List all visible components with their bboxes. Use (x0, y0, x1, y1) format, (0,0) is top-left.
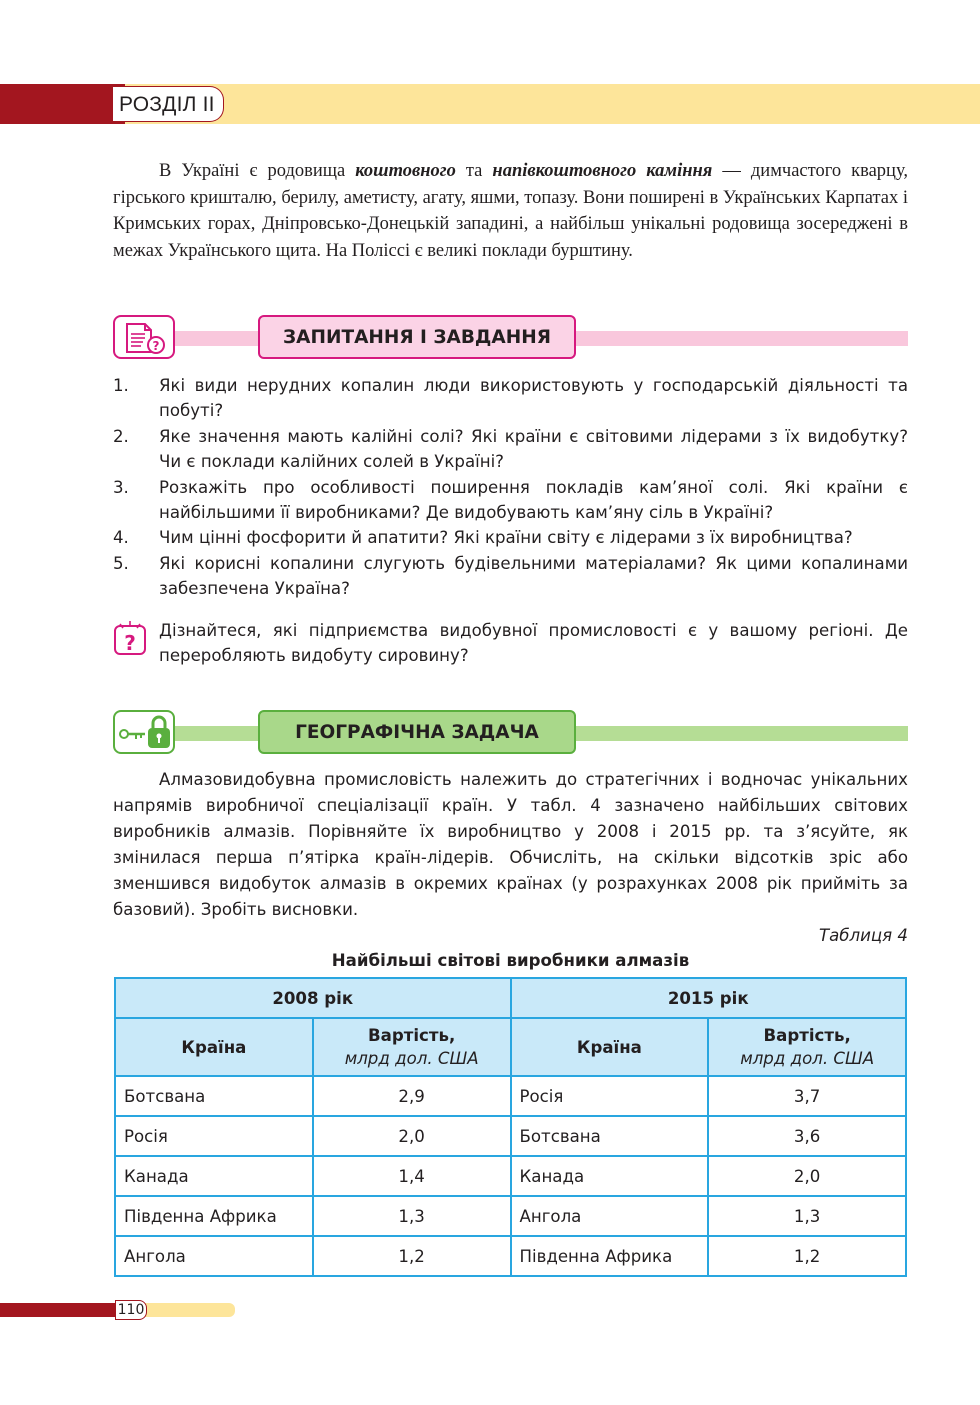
cell-country: Ботсвана (511, 1116, 709, 1156)
table-row (115, 1116, 906, 1156)
list-item (113, 424, 908, 475)
cell-country: Ангола (511, 1196, 709, 1236)
table-label: Таблиця 4 (818, 926, 908, 945)
document-question-icon (113, 315, 175, 359)
task-title: ГЕОГРАФІЧНА ЗАДАЧА (258, 710, 576, 754)
cell-value: 3,6 (708, 1116, 906, 1156)
footer-red-band (0, 1303, 115, 1317)
cell-value: 2,0 (313, 1116, 511, 1156)
list-item (113, 551, 908, 602)
diamond-producers-table (114, 977, 907, 1277)
cell-country: Південна Африка (511, 1236, 709, 1276)
cell-country: Канада (115, 1156, 313, 1196)
intro-term-precious: коштовного (355, 161, 456, 181)
intro-text-1: В Україні є родовища (159, 161, 356, 181)
cell-value: 1,3 (708, 1196, 906, 1236)
cell-value: 3,7 (708, 1076, 906, 1116)
key-lock-icon (113, 710, 175, 754)
question-text: Які корисні копалини слугують будівельними матеріалами? Як цими копалинами забезпечена Україна? (159, 553, 908, 599)
header-unit-text: млрд дол. США (740, 1049, 875, 1068)
question-text: Розкажіть про особливості поширення покладів кам’яної солі. Які країни є найбільшими її виробниками? Де видобувають кам’яну сіль в Україні? (159, 477, 908, 523)
questions-title: ЗАПИТАННЯ І ЗАВДАННЯ (258, 315, 576, 359)
section-label: РОЗДІЛ ІІ (113, 86, 224, 122)
column-header-value (708, 1018, 906, 1076)
cell-value: 1,4 (313, 1156, 511, 1196)
header-value-text: Вартість, (367, 1026, 456, 1045)
lightbulb-question-icon (113, 620, 147, 656)
table-row (115, 1156, 906, 1196)
table-row (115, 1236, 906, 1276)
year-header-2008: 2008 рік (115, 978, 511, 1018)
question-number: 2. (113, 426, 129, 446)
cell-value: 1,2 (708, 1236, 906, 1276)
page-number: 110 (115, 1300, 147, 1320)
cell-country: Ботсвана (115, 1076, 313, 1116)
year-header-2015: 2015 рік (511, 978, 907, 1018)
intro-text-3: — димчастого кварцу, гірського кришталю, берилу, аметисту, агату, яшми, топазу. Вони поширені в Українських Карпатах і Кримських горах, Дніпровсько-Донецькій западині, а найбільш унікальні родовища зосереджені в межах Українського щита. На Поліссі є великі поклади бурштину. (113, 161, 908, 261)
header-value-text: Вартість, (763, 1026, 851, 1045)
task-text: Алмазовидобувна промисловість належить до стратегічних і водночас унікальних напрямів виробничої спеціалізації країн. У табл. 4 зазначено найбільших світових виробників алмазів. Порівняйте їх виробництво у 2008 і 2015 рр. та з’ясуйте, як змінилася перша п’ятірка країн-лідерів. Обчисліть, на скільки відсотків зріс або зменшився видобуток алмазів в окремих країнах (у розрахунках 2008 рік прийміть за базовий). Зробіть висновки. (113, 770, 908, 919)
question-text: Чим цінні фосфорити й апатити? Які країни світу є лідерами з їх виробництва? (159, 528, 853, 548)
svg-text:?: ? (152, 339, 160, 353)
header-country-text: Країна (576, 1037, 642, 1057)
column-header-country (115, 1018, 313, 1076)
footer-yellow-band (145, 1303, 235, 1317)
question-number: 4. (113, 528, 129, 548)
header-yellow-band (125, 84, 980, 124)
list-item (113, 525, 908, 550)
list-item (113, 373, 908, 424)
table-row (115, 1076, 906, 1116)
question-number: 1. (113, 376, 129, 395)
cell-country: Ангола (115, 1236, 313, 1276)
cell-value: 1,2 (313, 1236, 511, 1276)
intro-term-semiprecious: напівкоштовного каміння (492, 161, 713, 181)
intro-paragraph (113, 158, 908, 264)
cell-country: Південна Африка (115, 1196, 313, 1236)
table-row (115, 1196, 906, 1236)
extra-task-text: Дізнайтеся, які підприємства видобувної промисловості є у вашому регіоні. Де переробляють видобуту сировину? (159, 621, 908, 666)
intro-text-2: та (455, 161, 493, 181)
cell-value: 2,9 (313, 1076, 511, 1116)
header-unit-text: млрд дол. США (344, 1049, 479, 1068)
cell-value: 1,3 (313, 1196, 511, 1236)
column-header-country (511, 1018, 709, 1076)
table-title: Найбільші світові виробники алмазів (331, 951, 690, 970)
question-text: Яке значення мають калійні солі? Які країни є світовими лідерами з їх видобутку? Чи є поклади калійних солей в Україні? (159, 426, 908, 472)
questions-list (113, 373, 908, 602)
cell-value: 2,0 (708, 1156, 906, 1196)
list-item (113, 475, 908, 526)
column-header-value (313, 1018, 511, 1076)
question-text: Які види нерудних копалин люди використовують у господарській діяльності та побуті? (159, 376, 908, 421)
task-paragraph (113, 767, 908, 923)
header-red-band (0, 84, 125, 124)
cell-country: Росія (115, 1116, 313, 1156)
cell-country: Канада (511, 1156, 709, 1196)
svg-text:?: ? (124, 631, 136, 655)
cell-country: Росія (511, 1076, 709, 1116)
question-number: 5. (113, 553, 129, 573)
question-number: 3. (113, 477, 129, 497)
header-country-text: Країна (181, 1037, 247, 1057)
